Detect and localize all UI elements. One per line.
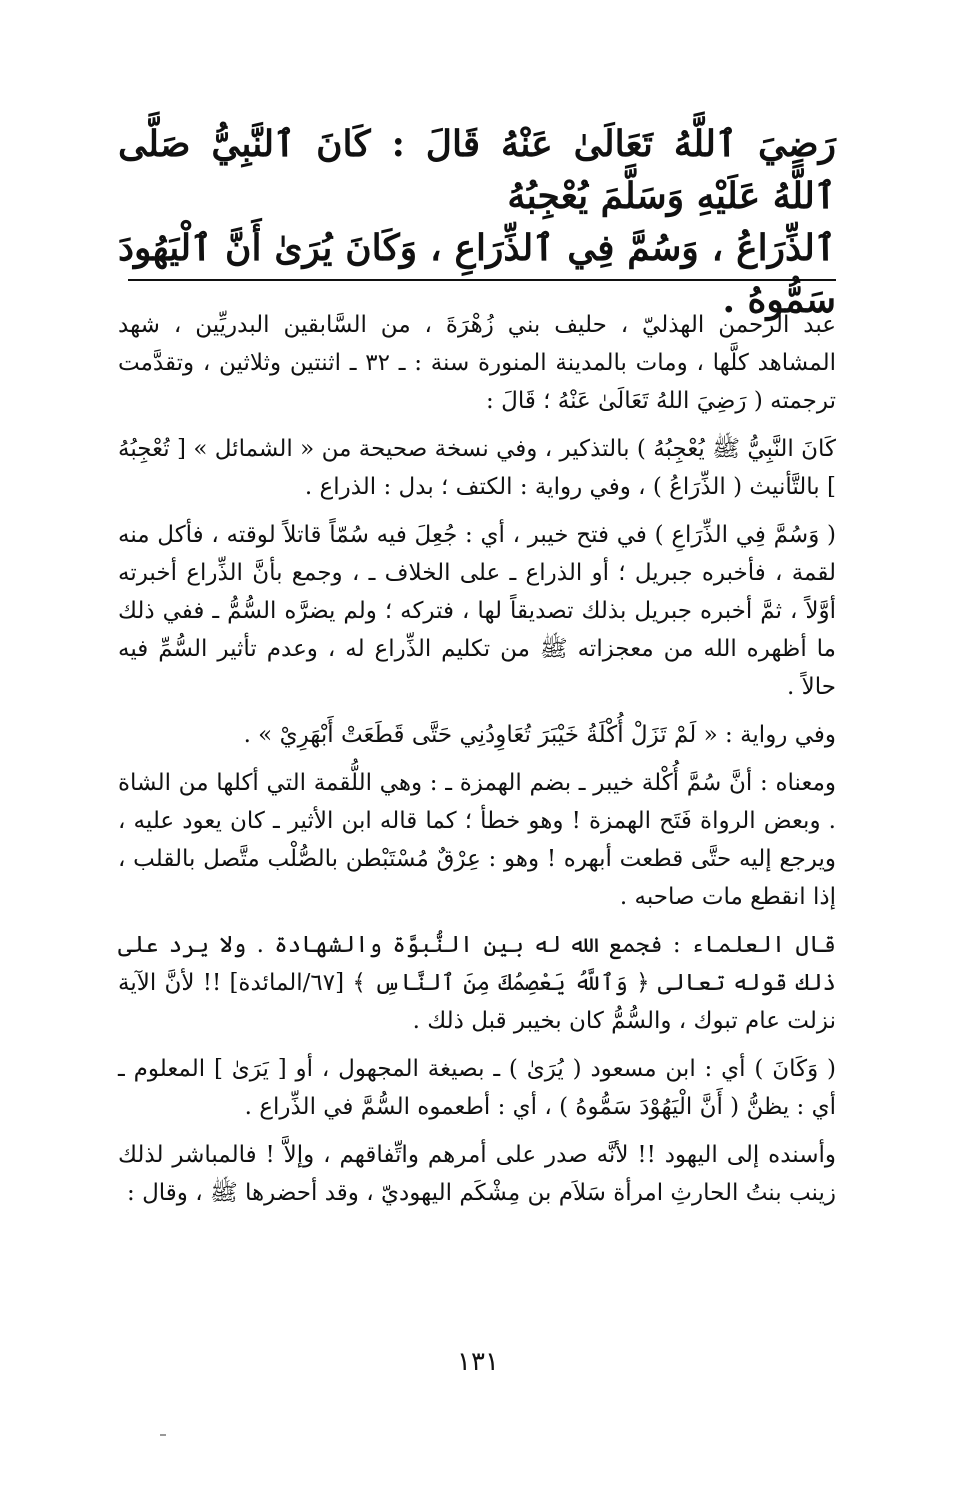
commentary-paragraph: كَانَ النَّبِيُّ ﷺ يُعْجِبُهُ ) بالتذكير ، وفي نسخة صحيحة من « الشمائل » [ تُعْجِبُهُ ] بالتَّأنيث ( الذِّرَاعُ ) ، وفي رواية : الكتف ؛ بدل : الذراع . xyxy=(118,436,836,500)
commentary-paragraph: وأسنده إلى اليهود !! لأنَّه صدر على أمرهم واتِّفاقهم ، وإلاَّ ! فالمباشر لذلك زينب بنتُ الحارثِ امرأة سَلاَم بن مِشْكَم اليهوديّ ، وقد أحضرها ﷺ ، وقال : xyxy=(118,1142,836,1206)
page-number: ١٣١ xyxy=(457,1347,499,1377)
footnote-divider xyxy=(128,279,836,281)
commentary-paragraph: ( وَكَانَ ) أي : ابن مسعود ( يُرَىٰ ) ـ بصيغة المجهول ، أو [ يَرَىٰ ] المعلوم ـ أي : يظنُّ ( أَنَّ الْيَهُوْدَ سَمُّوهُ ) ، أي : أطعموه السُّمَّ في الذِّراع . xyxy=(118,1056,836,1120)
commentary-paragraph: ( وَسُمَّ فِي الذِّرَاعِ ) في فتح خيبر ، أي : جُعِلَ فيه سُمّاً قاتلاً لوقته ، فأكل منه لقمة ، فأخبره جبريل ؛ أو الذراع ـ على الخلاف ـ ، وجمع بأنَّ الذِّراع أخبرته أوَّلاً ، ثمَّ أخبره جبريل بذلك تصديقاً لها ، فتركه ؛ ولم يضرَّه السُّمُّ ـ ففي ذلك ما أظهره الله من معجزاته ﷺ من تكليم الذِّراع له ، وعدم تأثير السُّمِّ فيه حالاً . xyxy=(118,522,836,700)
scan-mark xyxy=(160,1434,166,1436)
commentary-paragraph: قال العلماء : فجمع الله له بين النُّبوَّة والشهادة . ولا يرد على ذلك قوله تعالى ﴿ وَٱللَّهُ يَعْصِمُكَ مِنَ ٱلنَّاسِ ﴾ [٦٧/المائدة] !! لأنَّ الآية نزلت عام تبوك ، والسُّمُّ كان بخيبر قبل ذلك . xyxy=(118,932,837,1034)
commentary-paragraph: عبد الرحمن الهذليّ ، حليف بني زُهْرَةَ ، من السَّابقين البدريِّين ، شهد المشاهد كلَّها ، ومات بالمدينة المنورة سنة : ـ ٣٢ ـ اثنتين وثلاثين ، وتقدَّمت ترجمته ( رَضِيَ اللهُ تَعَالَىٰ عَنْهُ ؛ قَالَ : xyxy=(118,312,836,414)
commentary-paragraph: ومعناه : أنَّ سُمَّ أُكْلة خيبر ـ بضم الهمزة ـ : وهي اللُّقمة التي أكلها من الشاة . وبعض الرواة فَتَح الهمزة ! وهو خطأ ؛ كما قاله ابن الأثير ـ كان يعود عليه ، ويرجع إليه حتَّى قطعت أبهره ! وهو : عِرْقٌ مُسْتَبْطن بالصُّلْب متَّصل بالقلب ، إذا انقطع مات صاحبه . xyxy=(118,770,836,910)
hadith-line-1: رَضِيَ ٱللَّهُ تَعَالَىٰ عَنْهُ قَالَ : كَانَ ٱلنَّبِيُّ صَلَّى ٱللَّهُ عَلَيْهِ وَسَلَّمَ يُعْجِبُهُ xyxy=(118,123,836,217)
hadith-line-2: ٱلذِّرَاعُ ، وَسُمَّ فِي ٱلذِّرَاعِ ، وَكَانَ يُرَىٰ أَنَّ ٱلْيَهُودَ سَمُّوهُ . xyxy=(118,227,836,321)
commentary xyxy=(118,306,836,1222)
hadith-text xyxy=(118,118,836,326)
commentary-paragraph: وفي رواية : « لَمْ تَزَلْ أُكْلَةُ خَيْبَرَ تُعَاوِدُنِي حَتَّى قَطَعَتْ أَبْهَرِيْ » . xyxy=(243,722,836,748)
